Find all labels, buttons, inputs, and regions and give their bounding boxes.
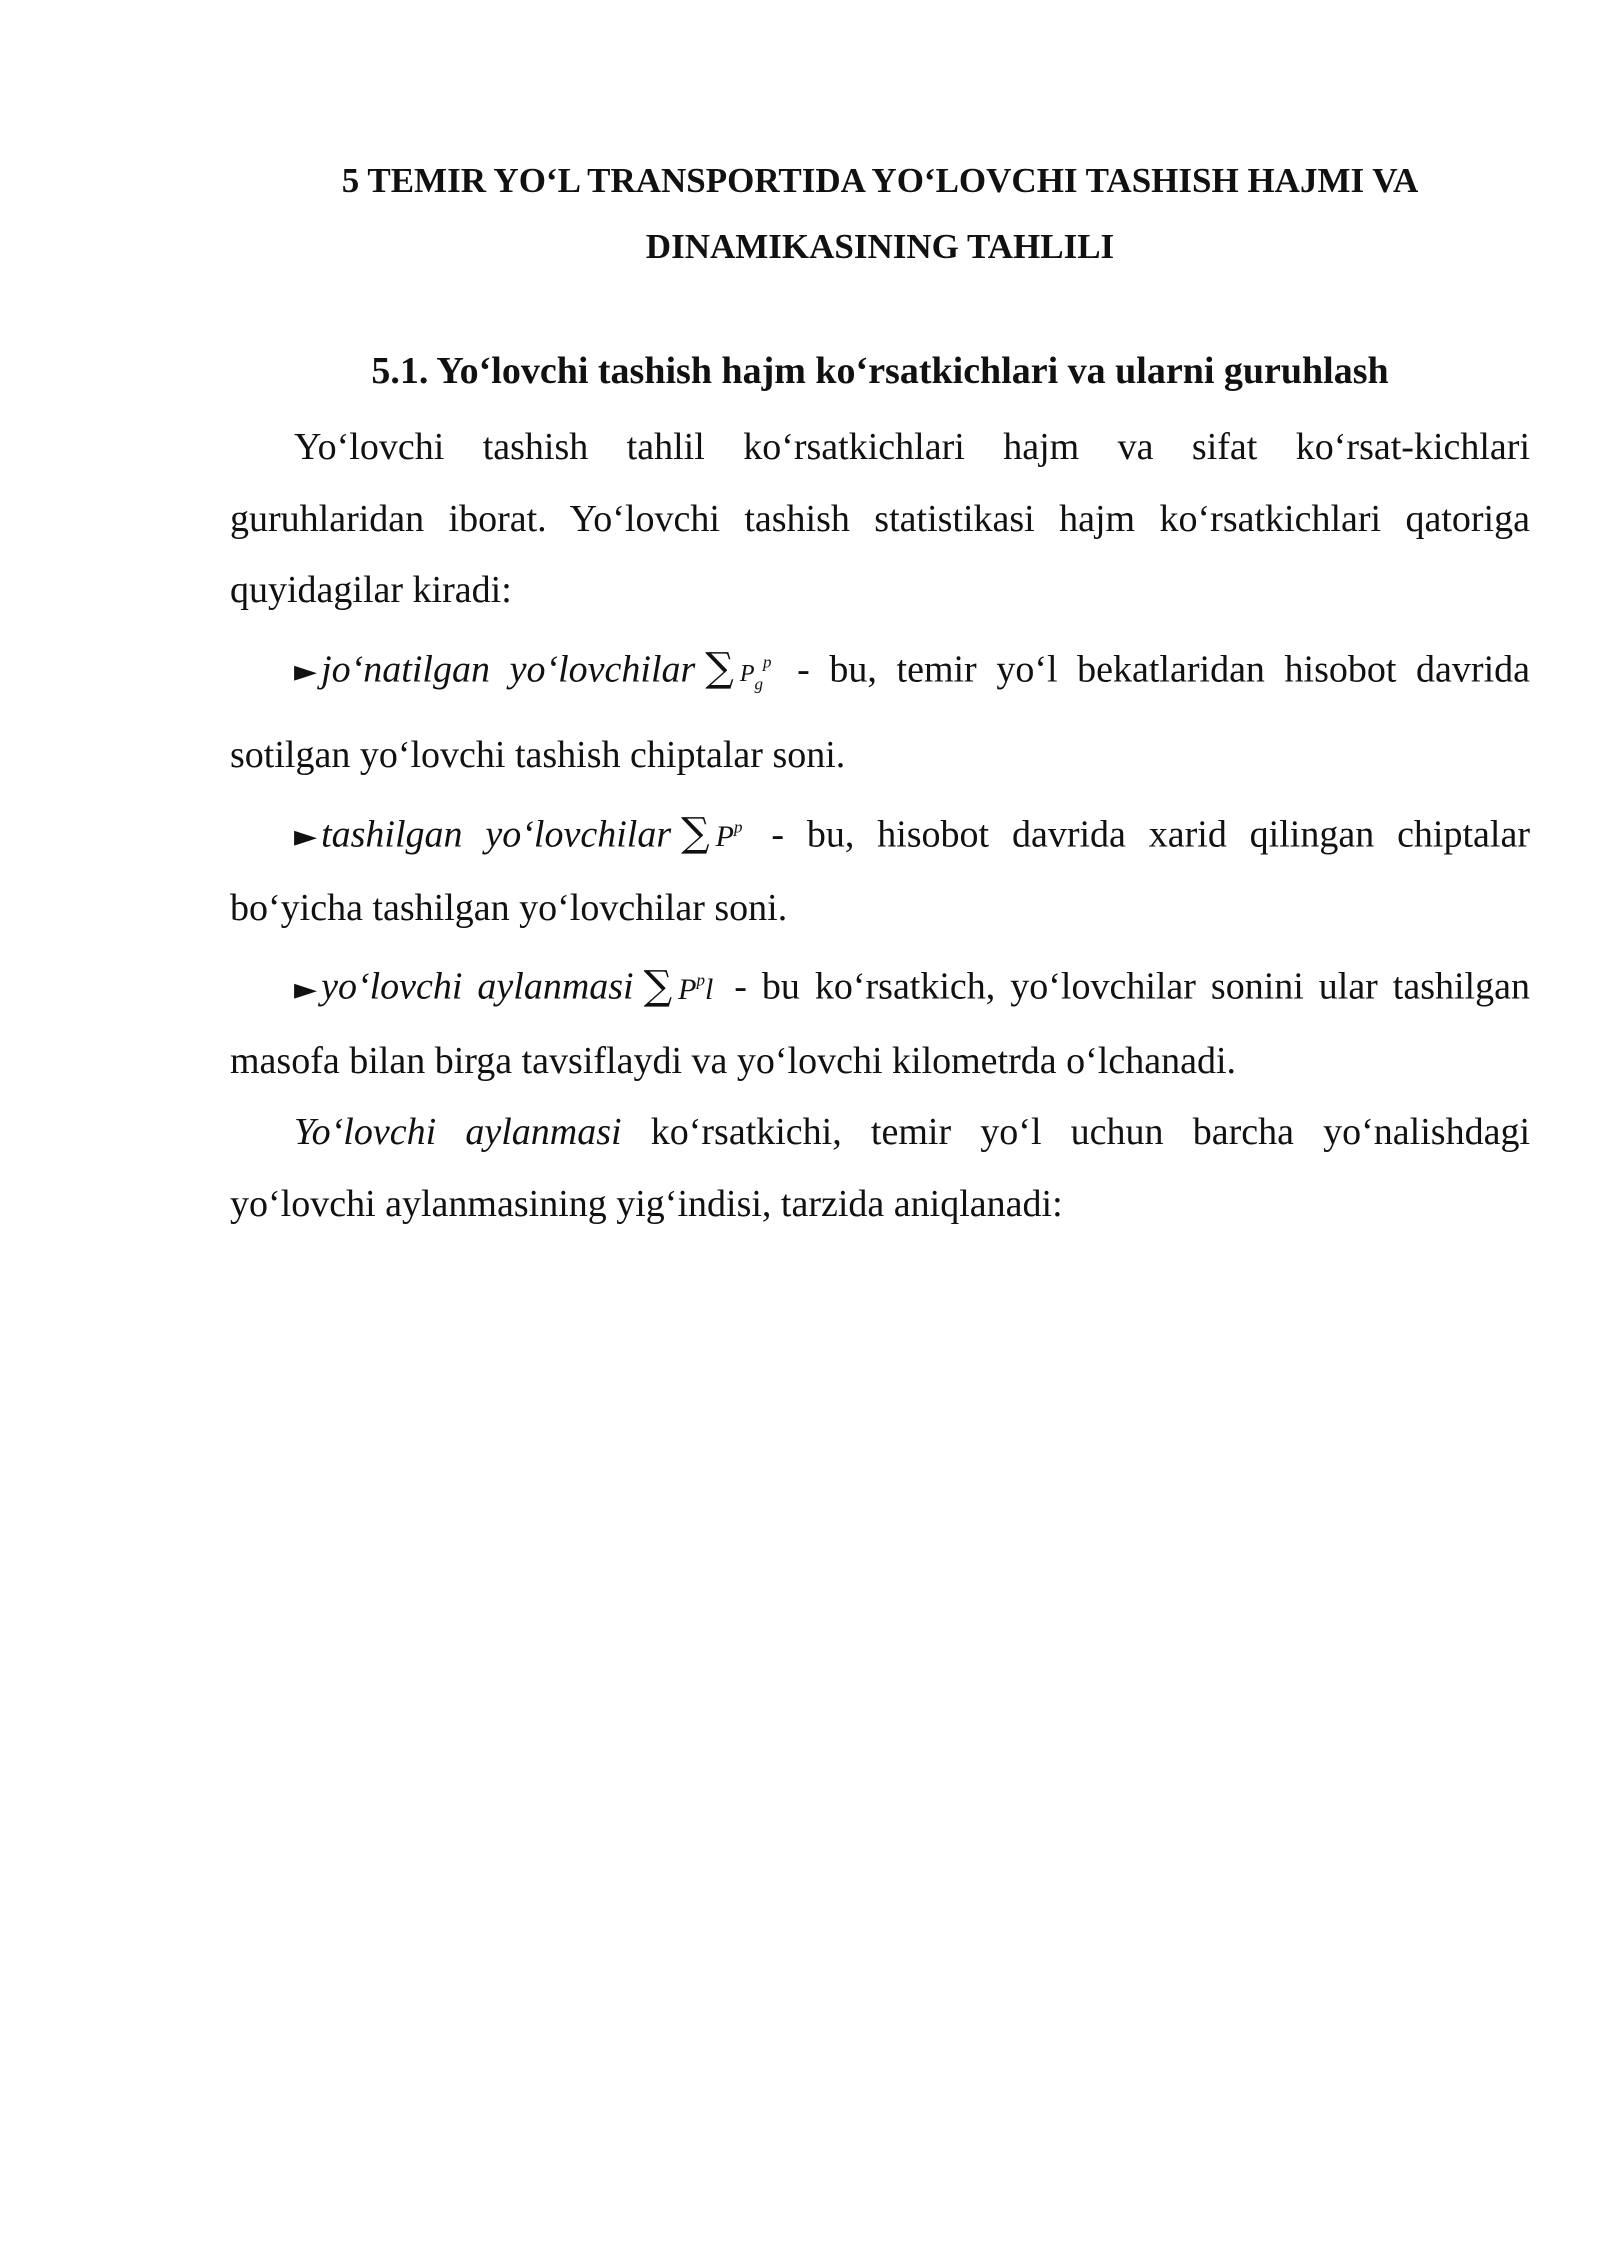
sum-symbol: ∑ [643, 963, 673, 1010]
formula-superscript: p [763, 652, 772, 672]
formula-suffix: l [705, 973, 714, 1007]
formula [681, 810, 743, 857]
closing-paragraph [230, 1097, 1530, 1240]
section-title: 5.1. Yo‘lovchi tashish hajm ko‘rsatkichlari va ularni guruhlash [371, 350, 1389, 392]
closing-text: ko‘rsatkichi, temir yo‘l uchun barcha yo‘nalishdagi yo‘lovchi aylanmasining yig‘indisi, tarzida aniqlanadi: [230, 1111, 1531, 1225]
formula-subscript: g [754, 674, 764, 694]
bullet-marker-icon: ► [294, 654, 318, 690]
sum-symbol: ∑ [705, 645, 734, 692]
intro-paragraph: Yo‘lovchi tashish tahlil ko‘rsatkichlari hajm va sifat ko‘rsat-kichlari guruhlaridan iborat. Yo‘lovchi tashish statistikasi hajm ko‘rsatkichlari qatoriga quyidagilar kiradi: [230, 426, 1530, 611]
closing-term: Yo‘lovchi aylanmasi [294, 1111, 622, 1154]
body-text [230, 412, 1530, 1240]
bullet-description: - bu, hisobot davrida xarid qilingan chiptalar bo‘yicha tashilgan yo‘lovchilar soni. [230, 813, 1530, 929]
chapter-title-line-2: DINAMIKASINING TAHLILI [645, 227, 1115, 266]
formula-symbol: P [678, 973, 697, 1007]
formula-superscript: p [734, 817, 743, 837]
sum-symbol: ∑ [681, 810, 710, 857]
bullet-description: - bu ko‘rsatkich, yo‘lovchilar sonini ular tashilgan masofa bilan birga tavsiflaydi va yo‘lovchi kilometrda o‘lchanadi. [230, 966, 1530, 1082]
formula [705, 645, 772, 694]
chapter-title [230, 148, 1530, 280]
formula-symbol: P [739, 661, 755, 688]
bullet-term: jo‘natilgan yo‘lovchilar [321, 648, 696, 691]
formula-superscript: p [696, 970, 705, 990]
formula [643, 963, 714, 1010]
chapter-title-line-1: 5 TEMIR YO‘L TRANSPORTIDA YO‘LOVCHI TASHISH HAJMI VA [341, 161, 1419, 200]
bullet-marker-icon: ► [294, 972, 318, 1008]
bullet-item-passenger-turnover [230, 944, 1530, 1097]
bullet-item-dispatched-passengers [230, 627, 1530, 792]
bullet-marker-icon: ► [294, 819, 318, 855]
bullet-item-carried-passengers [230, 792, 1530, 945]
bullet-term: yo‘lovchi aylanmasi [321, 966, 634, 1009]
bullet-term: tashilgan yo‘lovchilar [321, 813, 672, 856]
formula-symbol: P [715, 820, 734, 854]
bullet-description: - bu, temir yo‘l bekatlaridan hisobot davrida sotilgan yo‘lovchi tashish chiptalar soni. [230, 648, 1530, 777]
